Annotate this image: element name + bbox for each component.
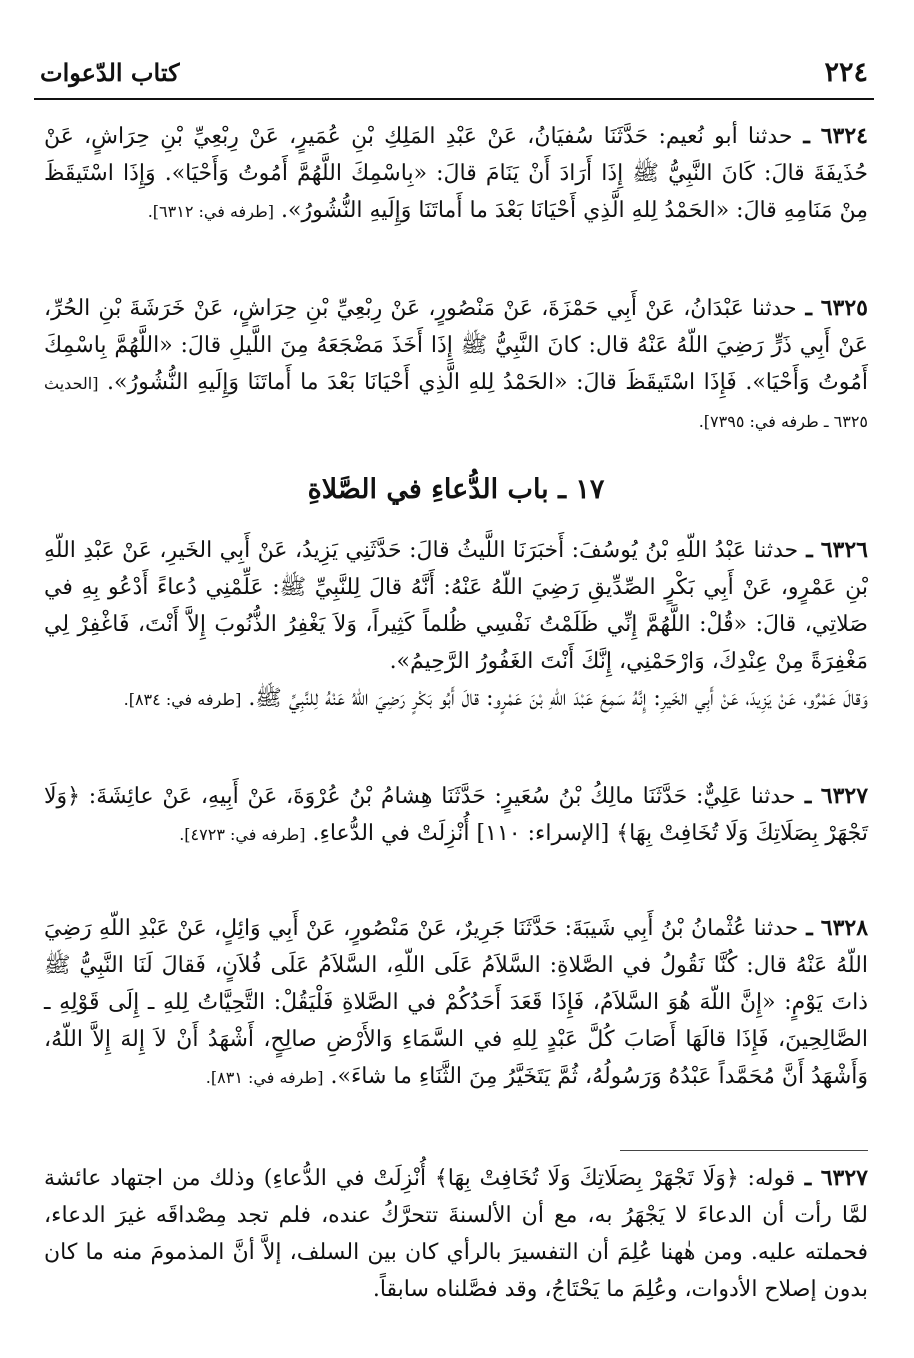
footnote-number: ٦٣٢٧ ـ bbox=[795, 1165, 868, 1191]
hadith-text: حدثنا عَبْدَانُ، عَنْ أَبِي حَمْزَةَ، عَنْ مَنْصُورٍ، عَنْ رِبْعِيِّ بْنِ حِرَاشٍ، عَنْ خَرَشَةَ بْنِ الحُرِّ، عَنْ أَبِي ذَرٍّ رَضِيَ اللّهُ عَنْهُ قال: كانَ النَّبِيُّ ﷺ إِذَا أَخَذَ مَضْجَعَهُ مِنَ اللَّيلِ قالَ: «اللَّهُمَّ بِاسْمِكَ أَمُوتُ وَأَحْيَا». فَإِذَا اسْتَيقَظَ قالَ: «الحَمْدُ لِلهِ الَّذِي أَحْيَانَا بَعْدَ ما أَماتَنَا وَإِلَيهِ النُّشُورُ». bbox=[44, 296, 868, 395]
footnote-separator bbox=[620, 1150, 868, 1151]
header-rule bbox=[34, 98, 874, 100]
footnote-text: قوله: ﴿وَلَا تَجْهَرْ بِصَلَاتِكَ وَلَا تُخَافِتْ بِهَا﴾ أُنْزِلَتْ في الدُّعاءِ) وذلك من اجتهاد عائشة لمَّا رأت أن الدعاءَ لا يَجْهَرُ به، مع أن الألسنةَ تتحرَّكُ عنده، فلم تجد مِصْداقَه غيرَ الدعاء، فحملته عليه. ومن هٰهنا عُلِمَ أن التفسيرَ بالرأي كان بين السلف، إلاَّ أنَّ المذمومَ منه ما كان بدون إصلاح الأدوات، وعُلِمَ ما يَحْتَاجُ، وقد فصَّلناه سابقاً. bbox=[44, 1166, 868, 1302]
hadith-6328 bbox=[44, 910, 868, 1096]
footnote-commentary bbox=[44, 1160, 868, 1308]
hadith-reference: [الحديث ٦٣٢٥ ـ طرفه في: ٧٣٩٥]. bbox=[44, 374, 868, 431]
chapter-heading: ١٧ ـ باب الدُّعاءِ في الصَّلاةِ bbox=[307, 474, 605, 505]
hadith-reference: [طرفه في: ٦٣١٢]. bbox=[147, 202, 274, 221]
hadith-text-continued: وَقالَ عَمْرٌو، عَنْ يَزِيدَ، عَنْ أَبِي الخَيرِ: إِنَّهُ سَمِعَ عَبْدَ اللّهِ بْنَ عَمْرٍو: قالَ أَبُو بَكْرٍ رَضِيَ اللّهُ عَنْهُ لِلنَّبِيِّ ﷺ. bbox=[248, 686, 868, 711]
hadith-reference: [طرفه في: ٤٧٢٣]. bbox=[179, 825, 306, 844]
hadith-number: ٦٣٢٤ ـ bbox=[792, 123, 868, 149]
hadith-6327 bbox=[44, 778, 868, 853]
hadith-6324 bbox=[44, 118, 868, 230]
hadith-text: حدثنا أبو نُعيم: حَدَّثَنَا سُفيَانُ، عَنْ عَبْدِ المَلِكِ بْنِ عُمَيرٍ، عَنْ رِبْعِيِّ بْنِ حِرَاشٍ، عَنْ حُذَيفَةَ قالَ: كَانَ النَّبِيُّ ﷺ إِذَا أَرَادَ أَنْ يَنَامَ قالَ: «بِاسْمِكَ اللَّهُمَّ أَمُوتُ وَأَحْيَا». وَإِذَا اسْتَيقَظَ مِنْ مَنَامِهِ قالَ: «الحَمْدُ لِلهِ الَّذِي أَحْيَانَا بَعْدَ ما أَماتَنَا وَإِلَيهِ النُّشُورُ». bbox=[44, 124, 868, 223]
hadith-number: ٦٣٢٨ ـ bbox=[798, 915, 869, 941]
hadith-reference: [طرفه في: ٨٣٤]. bbox=[123, 690, 242, 709]
page-number: ٢٢٤ bbox=[824, 56, 868, 88]
hadith-number: ٦٣٢٥ ـ bbox=[796, 295, 868, 321]
hadith-6325 bbox=[44, 290, 868, 440]
hadith-reference: [طرفه في: ٨٣١]. bbox=[205, 1068, 324, 1087]
hadith-text: حدثنا عَبْدُ اللّهِ بْنُ يُوسُفَ: أَخبَرَنَا اللَّيثُ قالَ: حَدَّثَنِي يَزِيدُ، عَنْ أَبِي الخَيرِ، عَنْ عَبْدِ اللّهِ بْنِ عَمْرٍو، عَنْ أَبِي بَكْرٍ الصِّدِّيقِ رَضِيَ اللّهُ عَنْهُ: أَنَّهُ قالَ لِلنَّبِيِّ ﷺ: عَلِّمْنِي دُعاءً أَدْعُو بِهِ في صَلاتِي، قالَ: «قُلْ: اللَّهُمَّ إِنِّي ظَلَمْتُ نَفْسِي ظُلماً كَثِيراً، وَلاَ يَغْفِرُ الذُّنُوبَ إِلاَّ أَنْتَ، فَاغْفِرْ لِي مَغْفِرَةً مِنْ عِنْدِكَ، وَارْحَمْنِي، إِنَّكَ أَنْتَ الغَفُورُ الرَّحِيمُ». bbox=[44, 538, 868, 674]
page-header bbox=[40, 52, 868, 92]
hadith-text: حدثنا عَلِيٌّ: حَدَّثَنَا مالِكُ بْنُ سُعَيرٍ: حَدَّثَنَا هِشامُ بْنُ عُرْوَةَ، عَنْ أَبِيهِ، عَنْ عائِشَةَ: ﴿وَلَا تَجْهَرْ بِصَلَاتِكَ وَلَا تُخَافِتْ بِهَا﴾ [الإسراء: ١١٠] أُنْزِلَتْ في الدُّعاءِ. bbox=[44, 784, 868, 846]
running-title: كتاب الدّعوات bbox=[40, 57, 180, 87]
hadith-6326 bbox=[44, 532, 868, 718]
hadith-number: ٦٣٢٦ ـ bbox=[798, 537, 868, 563]
hadith-number: ٦٣٢٧ ـ bbox=[795, 783, 869, 809]
hadith-text: حدثنا عُثْمانُ بْنُ أَبِي شَيبَةَ: حَدَّثَنَا جَرِيرٌ، عَنْ مَنْصُورٍ، عَنْ أَبِي وَائِلٍ، عَنْ عَبْدِ اللّهِ رَضِيَ اللّهُ عَنْهُ قال: كُنَّا نَقُولُ في الصَّلاةِ: السَّلاَمُ عَلَى اللّهِ، السَّلاَمُ عَلَى فُلاَنٍ، فَقالَ لَنَا النَّبِيُّ ﷺ ذاتَ يَوْمٍ: «إِنَّ اللّهَ هُوَ السَّلاَمُ، فَإِذَا قَعَدَ أَحَدُكُمْ في الصَّلاةِ فَلْيَقُلْ: التَّحِيَّاتُ لِلهِ ـ إِلَى قَوْلِهِ ـ الصَّالِحِينَ، فَإِذَا قالَهَا أَصَابَ كُلَّ عَبْدٍ لِلهِ في السَّمَاءِ وَالأَرْضِ صالِحٍ، أَشْهَدُ أَنْ لاَ إِلهَ إِلاَّ اللّهُ، وَأَشْهَدُ أَنَّ مُحَمَّداً عَبْدُهُ وَرَسُولُهُ، ثُمَّ يَتَخَيَّرُ مِنَ الثَّنَاءِ ما شاءَ». bbox=[44, 916, 868, 1089]
